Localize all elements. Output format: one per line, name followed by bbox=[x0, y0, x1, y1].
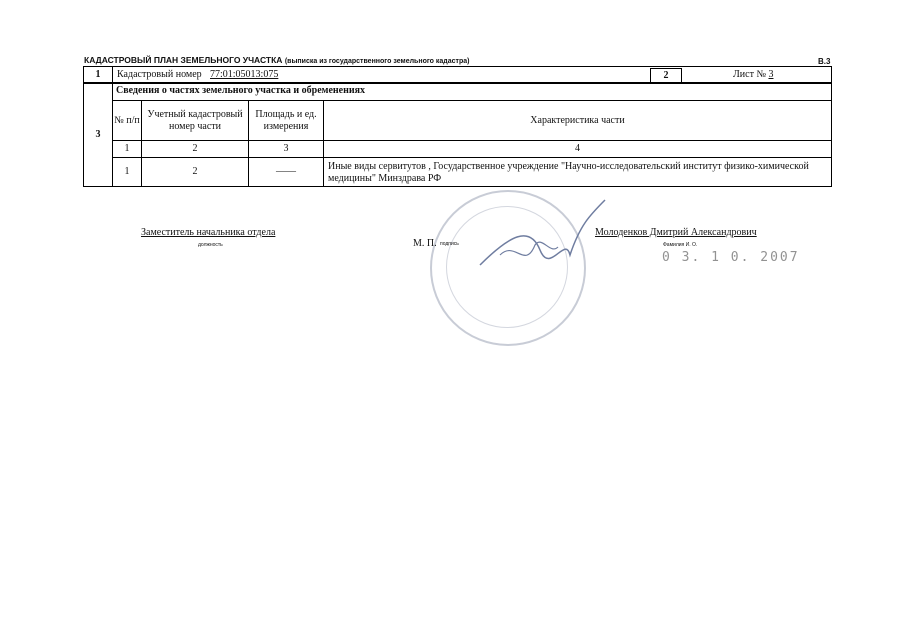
row1-number: 1 bbox=[83, 66, 113, 83]
handwritten-signature bbox=[470, 195, 610, 285]
signature-caption: подпись bbox=[440, 241, 459, 247]
table-row-num: 1 bbox=[112, 157, 142, 187]
form-code: В.3 bbox=[818, 57, 831, 66]
row1-cadastral-cell bbox=[112, 66, 832, 83]
col-header-desc: Характеристика части bbox=[323, 100, 832, 141]
table-row-area: —— bbox=[248, 157, 324, 187]
cadastral-number: 77:01:05013:075 bbox=[210, 69, 279, 80]
seal-place-label: М. П. bbox=[413, 238, 437, 249]
sheet-label: Лист № 3 bbox=[733, 69, 774, 80]
position-caption: должность bbox=[198, 242, 223, 248]
col-header-num: № п/п bbox=[112, 100, 142, 141]
date-stamp: 0 3. 1 0. 2007 bbox=[662, 250, 800, 265]
col-num-4: 4 bbox=[323, 140, 832, 158]
sheet-number: 3 bbox=[768, 69, 774, 80]
position-title: Заместитель начальника отдела bbox=[141, 227, 276, 238]
section-number: 3 bbox=[83, 83, 113, 187]
col-num-3: 3 bbox=[248, 140, 324, 158]
section-title: Сведения о частях земельного участка и обременениях bbox=[116, 85, 366, 96]
cadastral-label: Кадастровый номер bbox=[117, 69, 202, 80]
document-subtitle: (выписка из государственного земельного кадастра) bbox=[284, 58, 470, 65]
col-header-area: Площадь и ед. измерения bbox=[248, 100, 324, 141]
table-row-part: 2 bbox=[141, 157, 249, 187]
col-header-part: Учетный кадастровый номер части bbox=[141, 100, 249, 141]
col-num-1: 1 bbox=[112, 140, 142, 158]
signer-name: Молоденков Дмитрий Александрович bbox=[595, 227, 757, 238]
name-caption: Фамилия И. О. bbox=[663, 242, 698, 248]
document-title: КАДАСТРОВЫЙ ПЛАН ЗЕМЕЛЬНОГО УЧАСТКА (выписка из государственного земельного кадастра) bbox=[84, 55, 470, 65]
table-row-description: Иные виды сервитутов , Государственное учреждение "Научно-исследовательский институт физико-химической медицины" Минздрава РФ bbox=[323, 157, 832, 187]
col-num-2: 2 bbox=[141, 140, 249, 158]
sheet-box: 2 bbox=[650, 68, 682, 83]
